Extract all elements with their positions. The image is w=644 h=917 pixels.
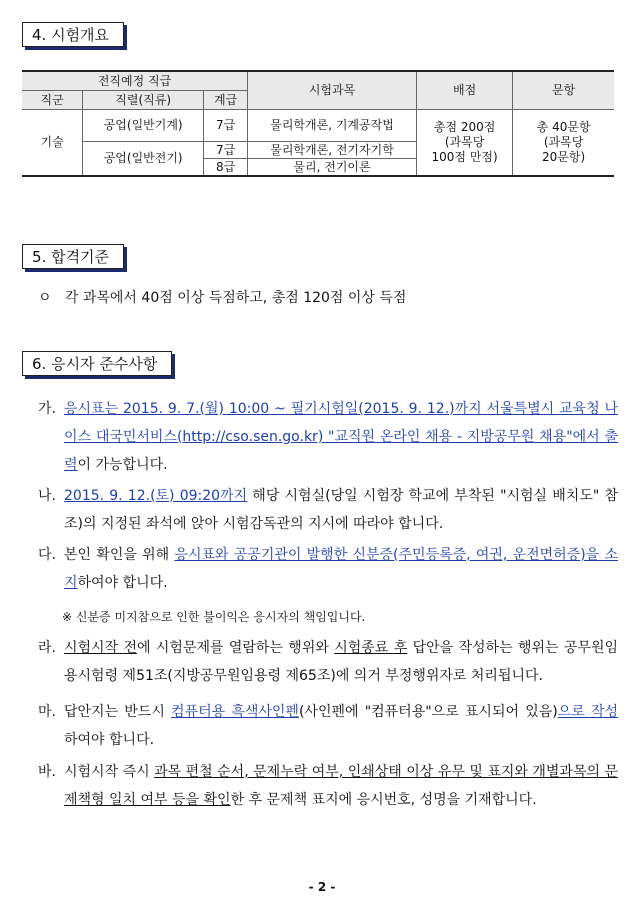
write-with: 으로 작성 [557,704,618,720]
cell-grade: 8급 [204,159,248,177]
header-grade: 계급 [204,91,248,110]
item-marker: 바. [38,764,56,780]
rule-item-ra [38,634,618,690]
cell-grade: 7급 [204,110,248,142]
cell-grade: 7급 [204,142,248,159]
rule-item-ga [38,395,618,479]
page-number: - 2 - [308,880,336,894]
count-line: 총 40문항 [536,120,591,134]
section-title-pass-criteria: 5. 합격기준 [22,244,124,269]
score-line: (과목당 [444,135,485,149]
item-text: 한 후 문제책 표지에 응시번호, 성명을 기재합니다. [230,792,537,808]
count-line: 20문항) [542,150,586,164]
cell-count [513,110,614,177]
header-job-group: 직군 [22,91,83,110]
item-text: 답안을 작성하는 행위는 공무원임용시험령 제51조(지방공무원임용령 제65조)에 의거 부정행위자로 처리됩니다. [64,640,618,684]
header-subject: 시험과목 [248,71,417,110]
exam-overview-table [22,70,614,177]
cell-job-group: 기술 [22,110,83,177]
bullet: ㅇ [38,290,52,306]
item-text: 본인 확인을 위해 [64,547,175,563]
item-marker: 다. [38,547,56,563]
item-text: 시험시작 즉시 [64,764,155,780]
arrival-deadline: 2015. 9. 12.(토) 09:20까지 [64,488,248,504]
header-score: 배점 [417,71,513,110]
rule-item-da [38,541,618,597]
cell-subject: 물리, 전기이론 [248,159,417,177]
cell-score [417,110,513,177]
pass-criteria-line [38,287,406,307]
cell-subject: 물리학개론, 기계공작법 [248,110,417,142]
item-marker: 가. [38,401,56,417]
header-job-series: 직렬(직류) [83,91,204,110]
after-end-phrase: 시험종료 후 [334,640,408,656]
section-title-exam-overview: 4. 시험개요 [22,22,124,47]
score-line: 총점 200점 [433,120,496,134]
before-start-phrase: 시험시작 전 [64,640,137,656]
pen-requirement: 컴퓨터용 흑색사인펜 [171,704,299,720]
cell-subject: 물리학개론, 전기자기학 [248,142,417,159]
item-text: 해당 시험실(당일 시험장 학교에 부착된 "시험실 배치도" 참조)의 지정된 좌석에 앉아 시험감독관의 지시에 따라야 합니다. [64,488,618,532]
id-note: ※ 신분증 미지참으로 인한 불이익은 응시자의 책임입니다. [62,610,366,624]
item-text: 하여야 합니다. [77,575,168,591]
item-marker: 나. [38,488,56,504]
item-text: (사인펜에 "컴퓨터용"으로 표시되어 있음) [298,704,558,720]
rule-item-na [38,482,618,538]
item-marker: 라. [38,640,56,656]
booklet-check-phrase: 과목 편철 순서, 문제누락 여부, 인쇄상태 이상 유무 및 표지와 개별과목의 문제책형 일치 여부 등을 확인 [64,764,618,808]
ticket-download-info: 응시표는 2015. 9. 7.(월) 10:00 ~ 필기시험일(2015. 9. 12.)까지 서울특별시 교육청 나이스 대국민서비스(http://cso.sen.go.kr) "교직원 온라인 채용 - 지방공무원 채용"에서 출력 [64,401,618,473]
cell-series-mechanical: 공업(일반기계) [83,110,204,142]
pass-criteria-text: 각 과목에서 40점 이상 득점하고, 총점 120점 이상 득점 [64,290,407,306]
score-line: 100점 만점) [431,150,498,164]
header-target-grade: 전직예정 직급 [22,71,248,91]
count-line: (과목당 [543,135,584,149]
section-title-candidate-rules: 6. 응시자 준수사항 [22,351,172,376]
item-text: 에 시험문제를 열람하는 행위와 [136,640,335,656]
item-marker: 마. [38,704,56,720]
item-text: 하여야 합니다. [64,732,155,748]
rule-item-ba [38,758,618,814]
rule-item-ma [38,698,618,754]
header-count: 문항 [513,71,614,110]
id-requirement: 응시표와 공공기관이 발행한 신분증(주민등록증, 여권, 운전면허증)을 소지 [64,547,618,591]
item-text: 답안지는 반드시 [64,704,172,720]
item-text: 이 가능합니다. [77,457,168,473]
cell-series-electrical: 공업(일반전기) [83,142,204,177]
